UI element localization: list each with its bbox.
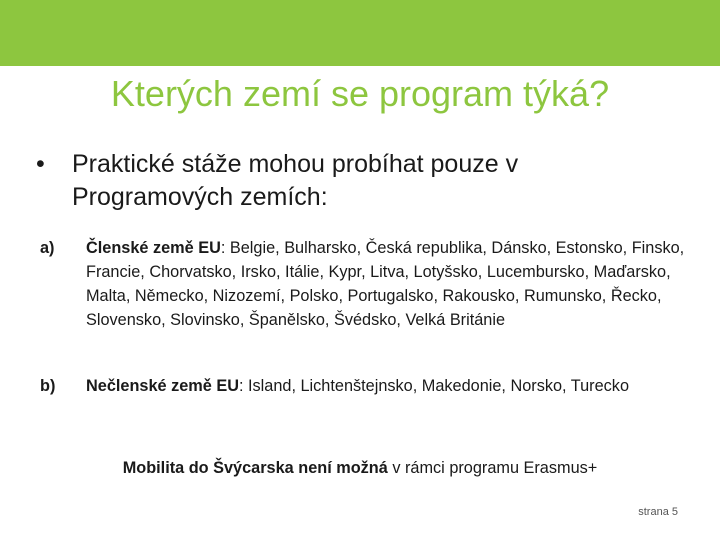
list-item-eu-members [40,236,690,332]
list-item-heading: Nečlenské země EU [86,377,239,395]
slide-title: Kterých zemí se program týká? [110,73,610,114]
bullet-mark: • [36,150,45,178]
list-item-non-eu [40,374,690,398]
list-marker: b) [40,377,56,395]
bullet-text: Praktické stáže mohou probíhat pouze v Programových zemích: [72,150,519,211]
list-item-text: : Island, Lichtenštejnsko, Makedonie, Norsko, Turecko [238,377,629,395]
footnote [0,457,720,479]
list-item-body [86,236,690,332]
footnote-text: v rámci programu Erasmus+ [387,459,598,477]
list-item-body [86,374,690,398]
list-item-heading: Členské země EU [86,239,221,257]
header-bar [0,0,720,66]
footnote-emphasis: Mobilita do Švýcarska není možná [122,459,388,477]
page-number: strana 5 [638,506,678,518]
list-marker: a) [40,239,55,257]
list-item-text: : Belgie, Bulharsko, Česká republika, Dánsko, Estonsko, Finsko, Francie, Chorvatsko, Irsko, Itálie, Kypr, Litva, Lotyšsko, Lucembursko, Maďarsko, Malta, Německo, Nizozemí, Polsko, Portugalsko, Rakousko, Rumunsko, Řecko, Slovensko, Slovinsko, Španělsko, Švédsko, Velká Británie [86,239,685,329]
bullet-point [36,148,636,214]
